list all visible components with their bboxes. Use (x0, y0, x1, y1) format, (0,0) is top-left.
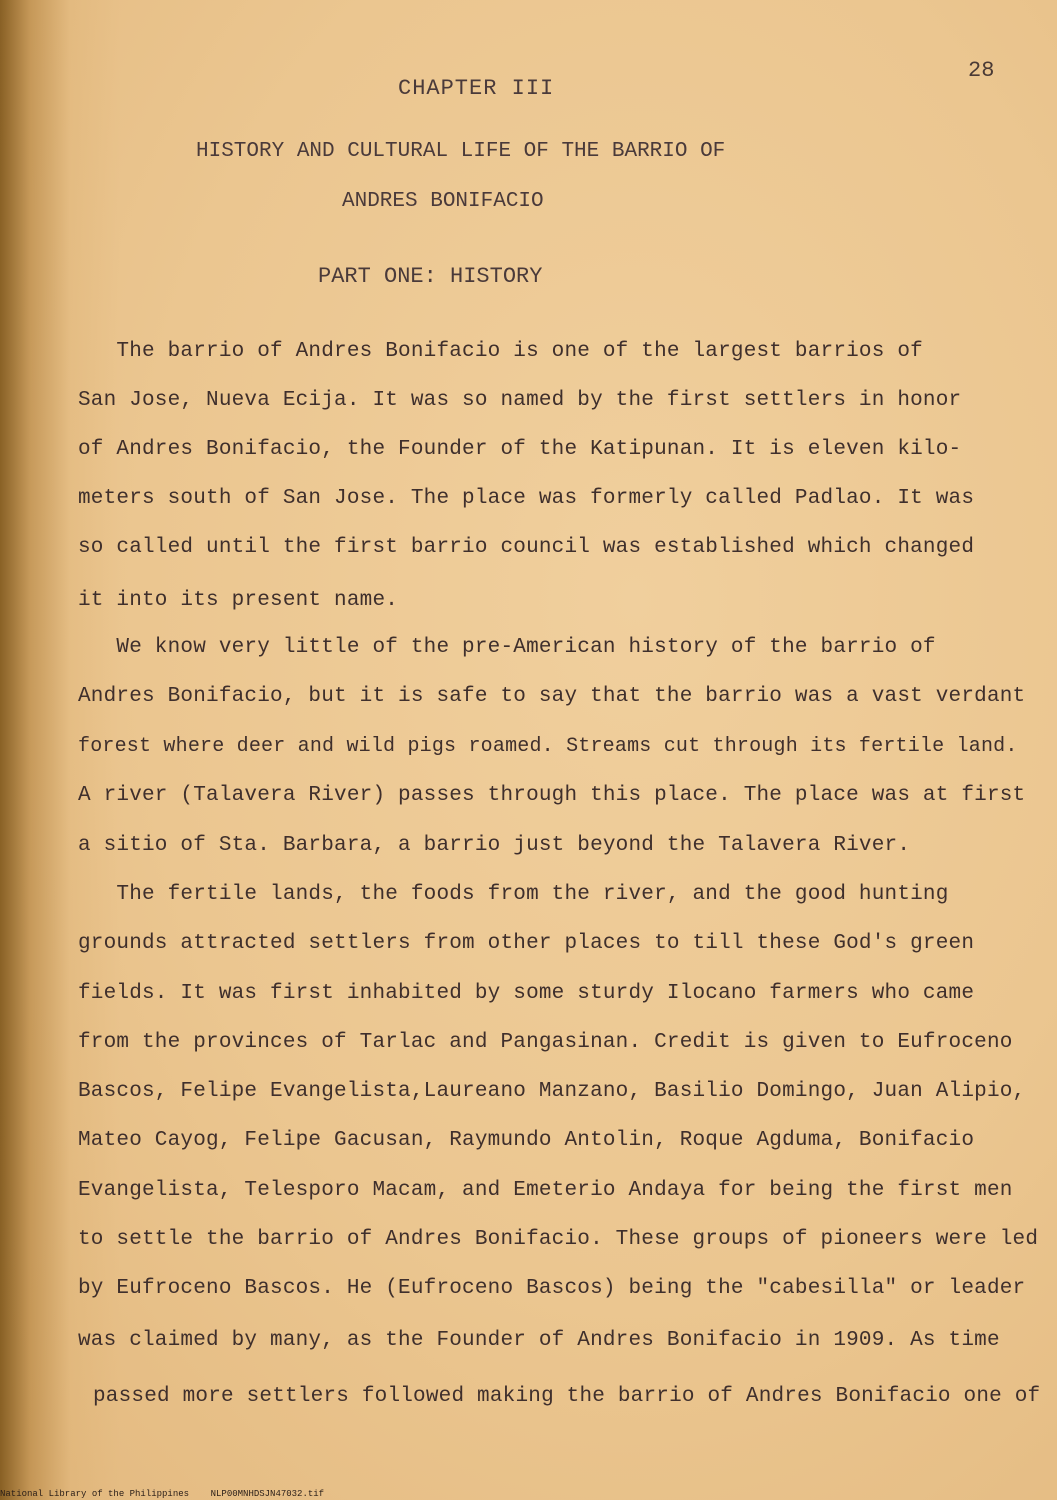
body-line: Evangelista, Telesporo Macam, and Emeterio Andaya for being the first men (78, 1179, 1013, 1202)
body-line: of Andres Bonifacio, the Founder of the Katipunan. It is eleven kilo- (78, 438, 962, 461)
body-line: A river (Talavera River) passes through this place. The place was at first (78, 784, 1026, 807)
body-line: Mateo Cayog, Felipe Gacusan, Raymundo Antolin, Roque Agduma, Bonifacio (78, 1129, 975, 1152)
body-line: Bascos, Felipe Evangelista,Laureano Manzano, Basilio Domingo, Juan Alipio, (78, 1080, 1026, 1103)
scan-footer: National Library of the Philippines NLP00MNHDSJN47032.tif (0, 1489, 325, 1499)
body-line: The fertile lands, the foods from the river, and the good hunting (78, 883, 949, 906)
title-line-1: HISTORY AND CULTURAL LIFE OF THE BARRIO OF (196, 140, 726, 163)
body-line: forest where deer and wild pigs roamed. Streams cut through its fertile land. (78, 735, 1018, 758)
body-line: The barrio of Andres Bonifacio is one of the largest barrios of (78, 340, 923, 363)
body-line: We know very little of the pre-American history of the barrio of (78, 636, 936, 659)
body-line: to settle the barrio of Andres Bonifacio. These groups of pioneers were led (78, 1228, 1039, 1251)
body-line: was claimed by many, as the Founder of Andres Bonifacio in 1909. As time (78, 1329, 1000, 1352)
part-heading: PART ONE: HISTORY (318, 264, 543, 289)
page-number: 28 (968, 58, 995, 83)
body-line: Andres Bonifacio, but it is safe to say that the barrio was a vast verdant (78, 685, 1026, 708)
body-line: by Eufroceno Bascos. He (Eufroceno Bascos) being the "cabesilla" or leader (78, 1277, 1026, 1300)
body-line: it into its present name. (78, 589, 399, 612)
chapter-heading: CHAPTER III (398, 76, 555, 101)
body-line: grounds attracted settlers from other places to till these God's green (78, 932, 975, 955)
body-line: fields. It was first inhabited by some sturdy Ilocano farmers who came (78, 982, 975, 1005)
body-line: a sitio of Sta. Barbara, a barrio just beyond the Talavera River. (78, 834, 911, 857)
body-line: meters south of San Jose. The place was formerly called Padlao. It was (78, 487, 975, 510)
body-line: from the provinces of Tarlac and Pangasinan. Credit is given to Eufroceno (78, 1031, 1013, 1054)
body-line: San Jose, Nueva Ecija. It was so named by the first settlers in honor (78, 389, 962, 412)
body-line: passed more settlers followed making the barrio of Andres Bonifacio one of (93, 1385, 1041, 1408)
title-line-2: ANDRES BONIFACIO (342, 190, 544, 213)
body-line: so called until the first barrio council was established which changed (78, 536, 975, 559)
